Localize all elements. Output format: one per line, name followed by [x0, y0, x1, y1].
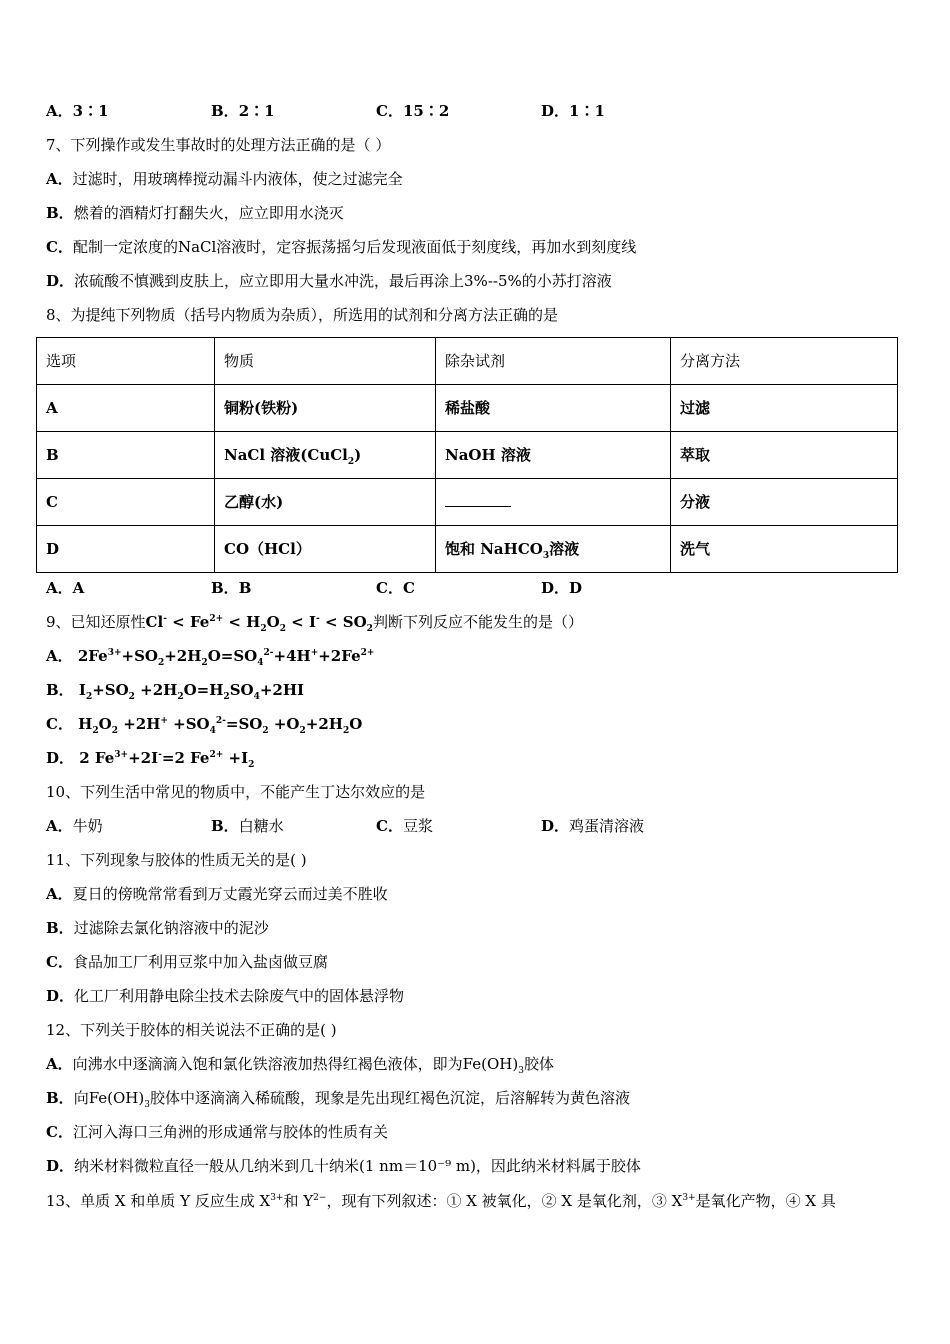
- cell-option: C: [37, 479, 215, 526]
- cell-substance: 铜粉(铁粉): [215, 385, 436, 432]
- table-row: [37, 432, 898, 479]
- header-substance: 物质: [215, 338, 436, 385]
- q6-option-c: C．15∶2: [376, 102, 450, 120]
- q6-option-a: A．3∶1: [46, 102, 109, 120]
- q7-option-a: A．过滤时，用玻璃棒搅动漏斗内液体，使之过滤完全: [46, 170, 403, 188]
- q11-option-a: A．夏日的傍晚常常看到万丈霞光穿云而过美不胜收: [46, 885, 388, 903]
- q9-option-d: D． 2 $Fe^{3+}+2I^-=2$ $Fe^{2+} +I_2$: [46, 749, 255, 770]
- q9-stem: 9、已知还原性$Cl^- < Fe^{2+} < H_2O_2 < I^- < SO_2$判断下列反应不能发生的是（）: [46, 613, 583, 634]
- q6-option-d: D．1∶1: [541, 102, 605, 120]
- cell-method: 过滤: [671, 385, 898, 432]
- q10-option-b: B．白糖水: [211, 817, 284, 835]
- q13-stem: 13、单质 X 和单质 Y 反应生成 $X^{3+}$和 $Y^{2-}$，现有下列叙述：① X 被氧化，② X 是氧化剂，③ $X^{3+}$是氧化产物，④ X 具: [46, 1192, 836, 1210]
- cell-substance: 乙醇(水): [215, 479, 436, 526]
- header-method: 分离方法: [671, 338, 898, 385]
- q8-option-b: B．B: [211, 579, 252, 597]
- cell-method: 洗气: [671, 526, 898, 573]
- header-reagent: 除杂试剂: [436, 338, 671, 385]
- q10-option-c: C．豆浆: [376, 817, 433, 835]
- q9-option-b: B． $I_2+SO_2 +2H_2O=H_2SO_4+2HI$: [46, 681, 305, 702]
- table-row: [37, 385, 898, 432]
- q8-table: [36, 337, 898, 573]
- cell-option: A: [37, 385, 215, 432]
- q9-option-c: C． $H_2O_2 +2H^+ +SO_4^{2-}=SO_2 +O_2+2H_2O$: [46, 715, 363, 736]
- q12-option-d: D．纳米材料微粒直径一般从几纳米到几十纳米(1 nm＝10⁻⁹ m)，因此纳米材料属于胶体: [46, 1157, 641, 1175]
- q7-option-c: C．配制一定浓度的NaCl溶液时，定容振荡摇匀后发现液面低于刻度线，再加水到刻度线: [46, 238, 637, 256]
- cell-reagent: 稀盐酸: [436, 385, 671, 432]
- blank-line: [445, 494, 511, 507]
- header-option: 选项: [37, 338, 215, 385]
- cell-substance: NaCl 溶液(CuCl$_2$): [215, 432, 436, 479]
- q10-stem: 10、下列生活中常见的物质中，不能产生丁达尔效应的是: [46, 783, 426, 801]
- q7-option-d: D．浓硫酸不慎溅到皮肤上，应立即用大量水冲洗，最后再涂上3%--5%的小苏打溶液: [46, 272, 612, 290]
- cell-reagent: NaOH 溶液: [436, 432, 671, 479]
- cell-reagent: [436, 479, 671, 526]
- q10-option-a: A．牛奶: [46, 817, 103, 835]
- table-header-row: [37, 338, 898, 385]
- q8-option-d: D．D: [541, 579, 583, 597]
- q12-stem: 12、下列关于胶体的相关说法不正确的是( ): [46, 1021, 337, 1039]
- q11-option-b: B．过滤除去氯化钠溶液中的泥沙: [46, 919, 269, 937]
- q10-option-d: D．鸡蛋清溶液: [541, 817, 645, 835]
- table-row: [37, 526, 898, 573]
- q8-option-a: A．A: [46, 579, 85, 597]
- q8-stem: 8、为提纯下列物质（括号内物质为杂质），所选用的试剂和分离方法正确的是: [46, 306, 559, 324]
- q6-option-b: B．2∶1: [211, 102, 275, 120]
- q8-option-c: C．C: [376, 579, 415, 597]
- q7-stem: 7、下列操作或发生事故时的处理方法正确的是（ ）: [46, 136, 391, 154]
- q9-option-a: A． $2Fe^{3+}+SO_2+2H_2O=SO_4^{2-}+4H^++2Fe^{2+}$: [46, 647, 375, 668]
- q11-option-d: D．化工厂利用静电除尘技术去除废气中的固体悬浮物: [46, 987, 405, 1005]
- cell-option: B: [37, 432, 215, 479]
- q12-option-a: A．向沸水中逐滴滴入饱和氯化铁溶液加热得红褐色液体，即为$Fe(OH)_3$胶体: [46, 1055, 554, 1076]
- table-row: [37, 479, 898, 526]
- q12-option-b: B．向$Fe(OH)_3$胶体中逐滴滴入稀硫酸，现象是先出现红褐色沉淀，后溶解转为黄色溶液: [46, 1089, 630, 1110]
- q11-option-c: C．食品加工厂利用豆浆中加入盐卤做豆腐: [46, 953, 328, 971]
- cell-method: 萃取: [671, 432, 898, 479]
- q7-option-b: B．燃着的酒精灯打翻失火，应立即用水浇灭: [46, 204, 344, 222]
- q12-option-c: C．江河入海口三角洲的形成通常与胶体的性质有关: [46, 1123, 388, 1141]
- cell-reagent: 饱和 NaHCO$_3$溶液: [436, 526, 671, 573]
- cell-option: D: [37, 526, 215, 573]
- cell-substance: CO（HCl）: [215, 526, 436, 573]
- q11-stem: 11、下列现象与胶体的性质无关的是( ): [46, 851, 307, 869]
- cell-method: 分液: [671, 479, 898, 526]
